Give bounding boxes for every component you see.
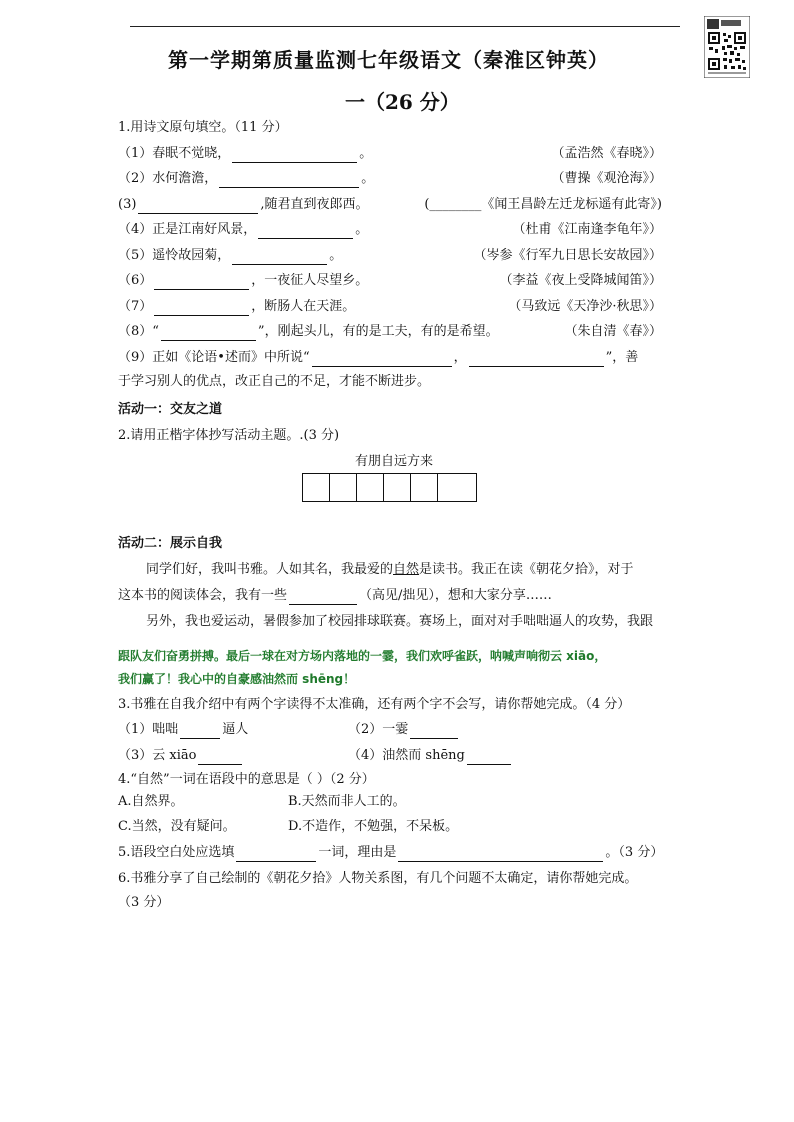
q1-item-8-text: （8）“	[118, 324, 159, 339]
grid-cell[interactable]	[303, 474, 330, 501]
q3-answer-3	[118, 747, 244, 765]
activity2-heading: 活动二：展示自我	[118, 536, 223, 551]
paragraph-2-line3: 我们赢了！我心中的自豪感油然而 shēng！	[118, 672, 356, 686]
writing-grid[interactable]	[302, 473, 477, 502]
header-rule	[130, 26, 680, 27]
activity1-heading: 活动一：交友之道	[118, 402, 223, 417]
q1-item-5-end: 。	[329, 248, 343, 263]
grid-cell[interactable]	[438, 474, 476, 501]
q1-item-6-source: （李益《夜上受降城闻笛》）	[499, 273, 662, 288]
q1-item-7	[118, 298, 355, 316]
q4-option-a[interactable]: A.自然界。	[118, 794, 184, 809]
q1-item-6-text: （6）	[118, 273, 153, 288]
q1-item-2-end: 。	[361, 171, 375, 186]
q1-stem: 1.用诗文原句填空。（11 分）	[118, 120, 288, 135]
answer-blank[interactable]	[469, 352, 604, 367]
q1-item-6	[118, 272, 368, 290]
q5-line	[118, 844, 663, 862]
answer-blank[interactable]	[180, 724, 220, 739]
q4-stem: 4.“自然”一词在语段中的意思是（ ）（2 分）	[118, 772, 375, 787]
paragraph-text: 是读书。我正在读《朝花夕拾》，对于	[419, 562, 634, 577]
q1-item-8-source: （朱自清《春》）	[564, 324, 662, 339]
answer-blank[interactable]	[289, 590, 357, 605]
paragraph-text: 这本书的阅读体会，我有一些	[118, 588, 288, 603]
q1-item-5-text: （5）遥怜故园菊，	[118, 248, 231, 263]
underlined-word: 自然	[393, 562, 420, 577]
grid-cell[interactable]	[384, 474, 411, 501]
answer-blank[interactable]	[219, 173, 359, 188]
q1-item-6-end: ，一夜征人尽望乡。	[251, 273, 369, 288]
paragraph-1	[146, 561, 634, 579]
q1-item-8	[118, 323, 499, 341]
q1-item-4-text: （4）正是江南好风景，	[118, 222, 257, 237]
q1-item-9-text: （9）正如《论语•述而》中所说“	[118, 350, 310, 365]
paragraph-text: （高见/拙见），想和大家分享……	[359, 588, 552, 603]
q3-answer-4	[348, 747, 513, 765]
q1-item-5-source: （岑参《行军九日思长安故园》）	[473, 248, 662, 263]
q5-text: 5.语段空白处应选填	[118, 845, 235, 860]
answer-blank[interactable]	[154, 301, 249, 316]
q5-text: 。（3 分）	[605, 845, 664, 860]
q3-answer-1-end: 逼人	[222, 722, 249, 737]
q1-item-4-end: 。	[355, 222, 369, 237]
q6-stem: 6.书雅分享了自己绘制的《朝花夕拾》人物关系图，有几个问题不太确定，请你帮她完成。	[118, 871, 638, 886]
q1-item-9-end: ”，善	[605, 350, 639, 365]
q1-item-9-line2: 于学习别人的优点，改正自己的不足，才能不断进步。	[118, 374, 431, 389]
q4-option-b[interactable]: B.天然而非人工的。	[288, 794, 406, 809]
page-title: 第一学期第质量监测七年级语文（秦淮区钟英）	[168, 48, 609, 72]
q1-item-1	[118, 145, 372, 163]
answer-blank[interactable]	[467, 750, 511, 765]
q3-answer-2	[348, 721, 460, 739]
q3-answer-3-text: （3）云 xiāo	[118, 748, 197, 763]
paragraph-text: 同学们好，我叫书雅。人如其名，我最爱的	[146, 562, 394, 577]
q1-item-3-source: (________《闻王昌龄左迁龙标遥有此寄》)	[424, 197, 662, 212]
answer-blank[interactable]	[236, 847, 316, 862]
answer-blank[interactable]	[232, 148, 357, 163]
grid-cell[interactable]	[411, 474, 438, 501]
q1-item-3-text: (3)	[118, 197, 137, 212]
q1-item-3-end: ,随君直到夜郎西。	[260, 197, 369, 212]
answer-blank[interactable]	[154, 275, 249, 290]
answer-blank[interactable]	[258, 224, 353, 239]
q5-text: 一词，理由是	[318, 845, 397, 860]
answer-blank[interactable]	[312, 352, 452, 367]
q3-answer-1	[118, 721, 248, 739]
q6-points: （3 分）	[118, 895, 170, 910]
q4-option-d[interactable]: D.不造作，不勉强，不呆板。	[288, 819, 459, 834]
q1-item-2-text: （2）水何澹澹，	[118, 171, 218, 186]
q1-item-1-end: 。	[359, 146, 373, 161]
q1-item-4-source: （杜甫《江南逢李龟年》）	[512, 222, 662, 237]
paragraph-2-line2: 跟队友们奋勇拼搏。最后一球在对方场内落地的一霎，我们欢呼雀跃，呐喊声响彻云 xiāo，	[118, 649, 607, 663]
answer-blank[interactable]	[232, 250, 327, 265]
q1-item-1-source: （孟浩然《春晓》）	[551, 146, 662, 161]
q1-item-7-source: （马致远《天净沙·秋思》）	[508, 299, 662, 314]
q1-item-7-end: ，断肠人在天涯。	[251, 299, 356, 314]
q3-answer-2-text: （2）一霎	[348, 722, 409, 737]
q1-item-5	[118, 247, 342, 265]
q4-option-c[interactable]: C.当然，没有疑问。	[118, 819, 236, 834]
q1-item-2-source: （曹操《观沧海》）	[551, 171, 662, 186]
q1-item-1-text: （1）春眠不觉晓，	[118, 146, 231, 161]
answer-blank[interactable]	[410, 724, 458, 739]
answer-blank[interactable]	[398, 847, 603, 862]
q3-answer-4-text: （4）油然而 shēng	[348, 748, 465, 763]
q1-item-9-sep: ，	[453, 350, 467, 365]
q1-item-7-text: （7）	[118, 299, 153, 314]
grid-cell[interactable]	[330, 474, 357, 501]
grid-cell[interactable]	[357, 474, 384, 501]
q1-item-3	[118, 196, 369, 214]
answer-blank[interactable]	[161, 326, 256, 341]
answer-blank[interactable]	[138, 199, 258, 214]
q3-stem: 3.书雅在自我介绍中有两个字读得不太准确，还有两个字不会写，请你帮她完成。（4 分）	[118, 697, 631, 712]
paragraph-1-line2	[118, 587, 552, 605]
q2-stem: 2.请用正楷字体抄写活动主题。.(3 分)	[118, 428, 340, 443]
q3-answer-1-text: （1）咄咄	[118, 722, 179, 737]
q1-item-8-end: ”，刚起头儿，有的是工夫，有的是希望。	[257, 324, 499, 339]
answer-blank[interactable]	[198, 750, 242, 765]
section-title: 一（26 分）	[345, 90, 460, 114]
q1-item-4	[118, 221, 368, 239]
qr-code-icon	[704, 16, 750, 78]
q1-item-2	[118, 170, 374, 188]
activity-motto: 有朋自远方来	[355, 454, 434, 469]
q1-item-9	[118, 349, 638, 367]
paragraph-2: 另外，我也爱运动，暑假参加了校园排球联赛。赛场上，面对对手咄咄逼人的攻势，我跟	[146, 614, 654, 629]
